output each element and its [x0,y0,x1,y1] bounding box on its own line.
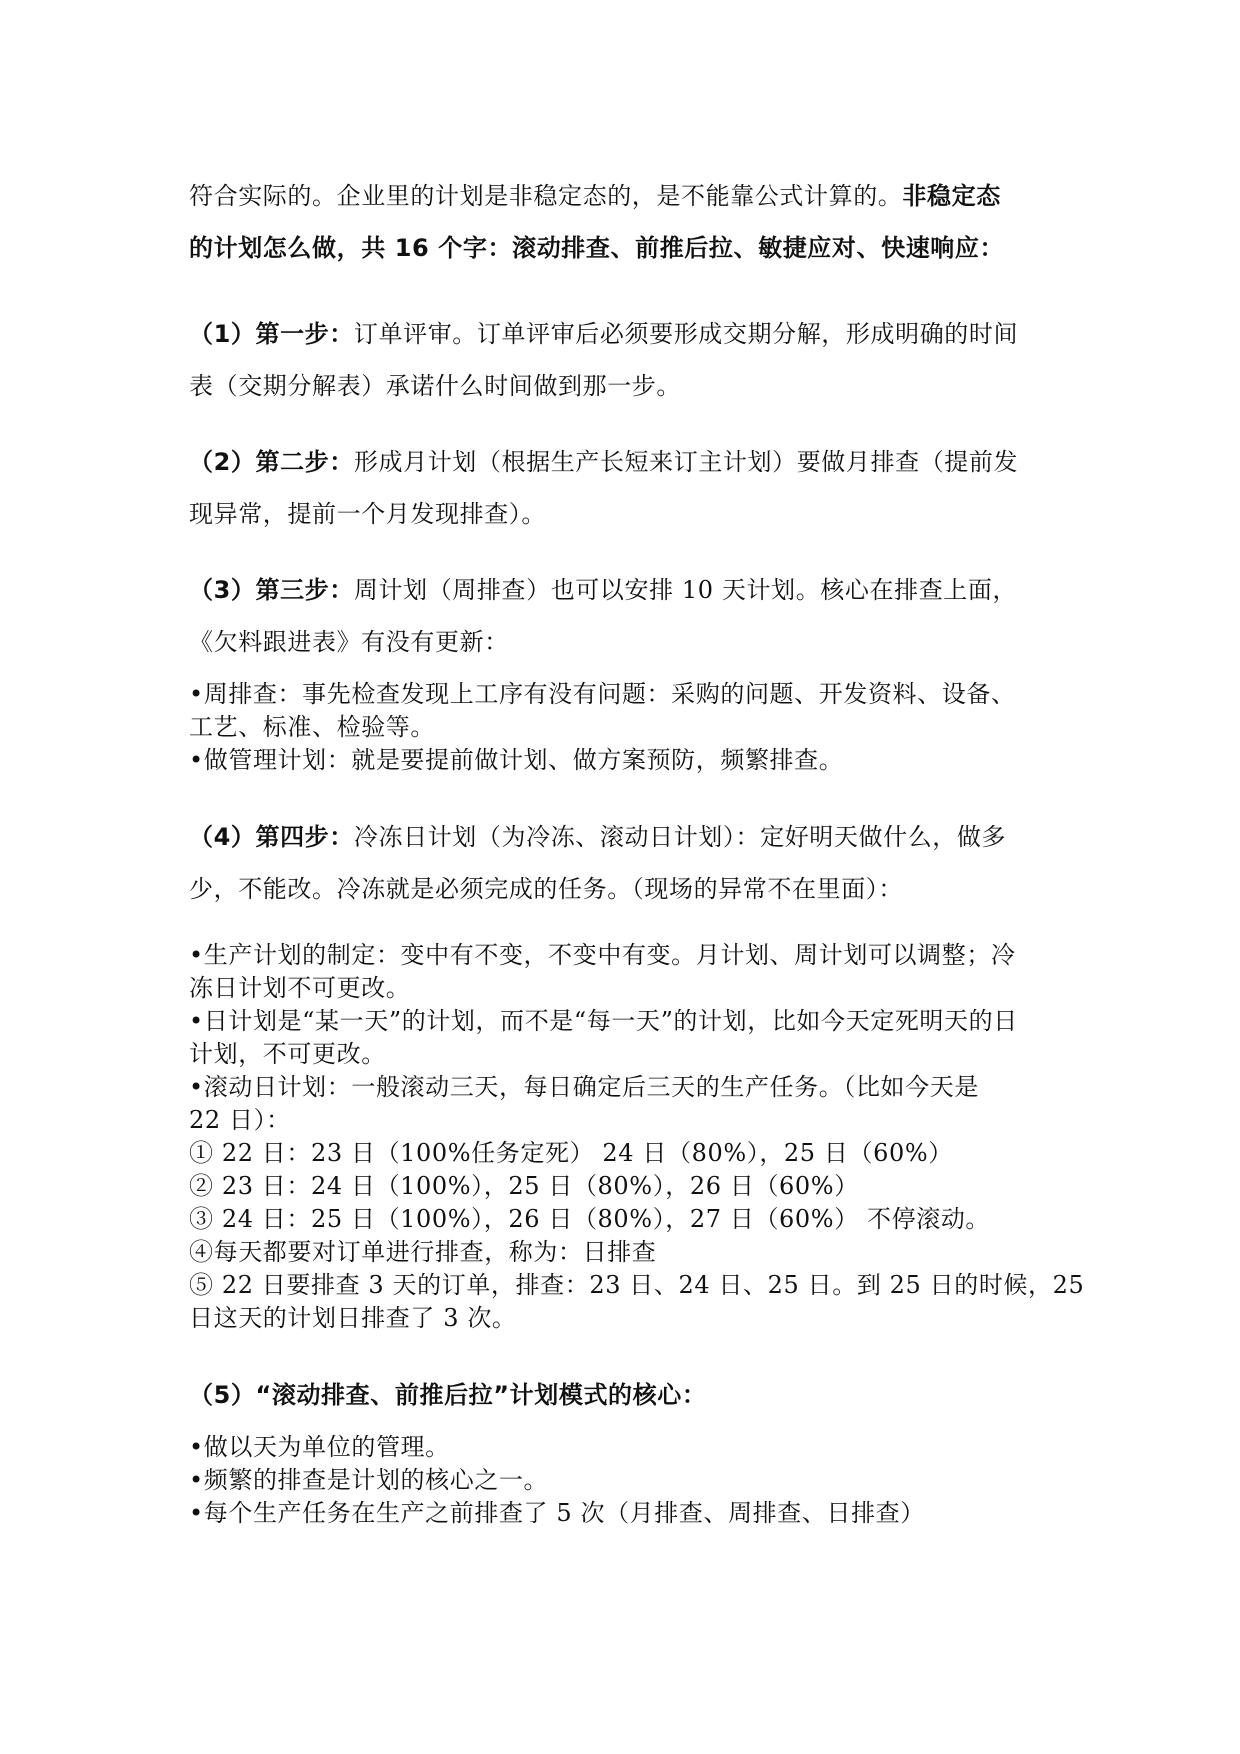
list-item: ② 23 日：24 日（100%），25 日（80%），26 日（60%） [189,1172,859,1200]
step2-paragraph [189,436,1055,540]
list-item: •日计划是“某一天”的计划，而不是“每一天”的计划，比如今天定死明天的日 [189,1007,1018,1035]
step3-bullet-list [189,678,1055,777]
step2-text-1: 形成月计划（根据生产长短来订主计划）要做月排查（提前发 [353,448,1019,476]
step1-text-2: 表（交期分解表）承诺什么时间做到那一步。 [189,372,681,400]
list-item: •频繁的排查是计划的核心之一。 [189,1466,549,1494]
intro-paragraph [189,170,1055,274]
step3-text-2: 《欠料跟进表》有没有更新： [189,628,509,656]
list-item: •做管理计划：就是要提前做计划、做方案预防，频繁排查。 [189,746,844,774]
step4-heading: （4）第四步： [189,823,354,851]
list-item: ③ 24 日：25 日（100%），26 日（80%），27 日（60%） 不停滚动。 [189,1205,991,1233]
step3-heading: （3）第三步： [189,576,354,604]
list-item: ④每天都要对订单进行排查，称为：日排查 [189,1238,657,1266]
list-item: •周排查：事先检查发现上工序有没有问题：采购的问题、开发资料、设备、 [189,680,1016,708]
step2-text-2: 现异常，提前一个月发现排查）。 [189,500,546,528]
intro-bold-heading: 的计划怎么做，共 16 个字：滚动排查、前推后拉、敏捷应对、快速响应： [189,234,1005,262]
intro-text: 符合实际的。企业里的计划是非稳定态的，是不能靠公式计算的。 [189,182,903,210]
list-item: 工艺、标准、检验等。 [189,713,435,741]
step5-paragraph [189,1369,1055,1421]
list-item: 22 日）： [189,1106,291,1134]
step3-paragraph [189,564,1055,668]
step5-heading: （5）“滚动排查、前推后拉”计划模式的核心： [189,1381,707,1409]
intro-line-1 [189,170,1055,222]
list-item: •做以天为单位的管理。 [189,1433,450,1461]
list-item: •每个生产任务在生产之前排查了 5 次（月排查、周排查、日排查） [189,1499,925,1527]
list-item: ① 22 日：23 日（100%任务定死） 24 日（80%），25 日（60%） [189,1139,953,1167]
intro-bold-text: 非稳定态 [902,182,1001,210]
step1-paragraph [189,308,1055,412]
list-item: •滚动日计划：一般滚动三天，每日确定后三天的生产任务。（比如今天是 [189,1073,979,1101]
list-item: ⑤ 22 日要排查 3 天的订单，排查：23 日、24 日、25 日。到 25 日的时候，25 [189,1271,1085,1299]
step5-bullet-list [189,1431,1055,1530]
step4-paragraph [189,811,1055,915]
step4-text-1: 冷冻日计划（为冷冻、滚动日计划）：定好明天做什么，做多 [353,823,1007,851]
list-item: 日这天的计划日排查了 3 次。 [189,1304,517,1332]
list-item: 冻日计划不可更改。 [189,974,411,1002]
step4-bullet-list [189,939,1085,1335]
step1-heading: （1）第一步： [189,320,354,348]
list-item: 计划，不可更改。 [189,1040,386,1068]
list-item: •生产计划的制定：变中有不变，不变中有变。月计划、周计划可以调整；冷 [189,941,1016,969]
step1-text-1: 订单评审。订单评审后必须要形成交期分解，形成明确的时间 [353,320,1019,348]
step3-text-1: 周计划（周排查）也可以安排 10 天计划。核心在排查上面， [353,576,1018,604]
document-page [189,170,1085,1530]
step4-text-2: 少，不能改。冷冻就是必须完成的任务。（现场的异常不在里面）： [189,875,903,903]
step2-heading: （2）第二步： [189,448,354,476]
